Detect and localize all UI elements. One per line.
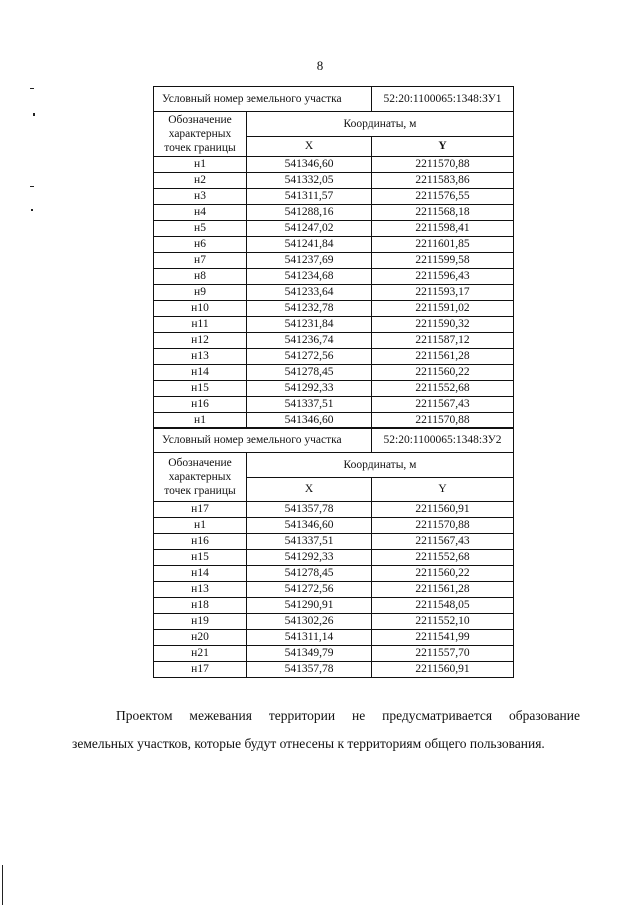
y-cell: 2211560,91 xyxy=(372,502,514,518)
table-body xyxy=(154,157,514,429)
table-row xyxy=(154,349,514,365)
point-cell: н15 xyxy=(154,381,247,397)
coordinates-table-zu2 xyxy=(153,427,514,678)
point-cell: н12 xyxy=(154,333,247,349)
header-row xyxy=(154,453,514,478)
header-x: X xyxy=(247,137,372,157)
x-cell: 541346,60 xyxy=(247,518,372,534)
point-cell: н3 xyxy=(154,189,247,205)
x-cell: 541292,33 xyxy=(247,381,372,397)
y-cell: 2211560,22 xyxy=(372,566,514,582)
x-cell: 541292,33 xyxy=(247,550,372,566)
header-point: Обозначение характерных точек границы xyxy=(154,112,247,157)
y-cell: 2211590,32 xyxy=(372,317,514,333)
point-cell: н11 xyxy=(154,317,247,333)
table-body xyxy=(154,502,514,678)
x-cell: 541290,91 xyxy=(247,598,372,614)
page-number: 8 xyxy=(316,58,324,73)
x-cell: 541234,68 xyxy=(247,269,372,285)
x-cell: 541233,64 xyxy=(247,285,372,301)
y-cell: 2211552,68 xyxy=(372,550,514,566)
table-row xyxy=(154,269,514,285)
parcel-title-row xyxy=(154,87,514,112)
scan-mark xyxy=(30,88,34,89)
y-cell: 2211599,58 xyxy=(372,253,514,269)
table-row xyxy=(154,397,514,413)
point-cell: н18 xyxy=(154,598,247,614)
header-x: X xyxy=(247,478,372,502)
point-cell: н21 xyxy=(154,646,247,662)
point-cell: н13 xyxy=(154,349,247,365)
table-row xyxy=(154,502,514,518)
table-row xyxy=(154,317,514,333)
table-row xyxy=(154,381,514,397)
y-cell: 2211570,88 xyxy=(372,157,514,173)
x-cell: 541236,74 xyxy=(247,333,372,349)
table-row xyxy=(154,173,514,189)
y-cell: 2211561,28 xyxy=(372,582,514,598)
paragraph-line-1: Проектом межевания территории не предусматривается образование xyxy=(116,708,580,723)
y-cell: 2211593,17 xyxy=(372,285,514,301)
x-cell: 541272,56 xyxy=(247,349,372,365)
x-cell: 541231,84 xyxy=(247,317,372,333)
x-cell: 541311,14 xyxy=(247,630,372,646)
table-row xyxy=(154,662,514,678)
table-row xyxy=(154,630,514,646)
x-cell: 541232,78 xyxy=(247,301,372,317)
point-cell: н5 xyxy=(154,221,247,237)
point-cell: н1 xyxy=(154,157,247,173)
x-cell: 541346,60 xyxy=(247,413,372,429)
point-cell: н4 xyxy=(154,205,247,221)
y-cell: 2211587,12 xyxy=(372,333,514,349)
parcel-id: 52:20:1100065:1348:ЗУ1 xyxy=(372,87,514,112)
y-cell: 2211561,28 xyxy=(372,349,514,365)
y-cell: 2211567,43 xyxy=(372,534,514,550)
table-row xyxy=(154,301,514,317)
x-cell: 541357,78 xyxy=(247,662,372,678)
point-cell: н17 xyxy=(154,662,247,678)
scan-mark xyxy=(31,209,33,211)
y-cell: 2211552,10 xyxy=(372,614,514,630)
table-row xyxy=(154,333,514,349)
x-cell: 541357,78 xyxy=(247,502,372,518)
coordinates-table-zu1 xyxy=(153,86,514,429)
table-row xyxy=(154,253,514,269)
table-row xyxy=(154,534,514,550)
header-row xyxy=(154,112,514,137)
x-cell: 541272,56 xyxy=(247,582,372,598)
point-cell: н16 xyxy=(154,534,247,550)
point-cell: н6 xyxy=(154,237,247,253)
y-cell: 2211576,55 xyxy=(372,189,514,205)
point-cell: н15 xyxy=(154,550,247,566)
x-cell: 541278,45 xyxy=(247,365,372,381)
point-cell: н14 xyxy=(154,566,247,582)
point-cell: н16 xyxy=(154,397,247,413)
table-row xyxy=(154,189,514,205)
x-cell: 541247,02 xyxy=(247,221,372,237)
y-cell: 2211552,68 xyxy=(372,381,514,397)
conclusion-paragraph xyxy=(72,702,580,758)
x-cell: 541337,51 xyxy=(247,397,372,413)
y-cell: 2211570,88 xyxy=(372,413,514,429)
point-cell: н19 xyxy=(154,614,247,630)
y-cell: 2211570,88 xyxy=(372,518,514,534)
y-cell: 2211567,43 xyxy=(372,397,514,413)
scan-edge xyxy=(2,865,3,905)
table-row xyxy=(154,646,514,662)
y-cell: 2211541,99 xyxy=(372,630,514,646)
point-cell: н10 xyxy=(154,301,247,317)
x-cell: 541332,05 xyxy=(247,173,372,189)
x-cell: 541241,84 xyxy=(247,237,372,253)
parcel-label: Условный номер земельного участка xyxy=(154,428,372,453)
y-cell: 2211598,41 xyxy=(372,221,514,237)
table-row xyxy=(154,598,514,614)
y-cell: 2211568,18 xyxy=(372,205,514,221)
header-coords: Координаты, м xyxy=(247,453,514,478)
point-cell: н1 xyxy=(154,518,247,534)
y-cell: 2211548,05 xyxy=(372,598,514,614)
y-cell: 2211557,70 xyxy=(372,646,514,662)
point-cell: н8 xyxy=(154,269,247,285)
header-point: Обозначение характерных точек границы xyxy=(154,453,247,502)
x-cell: 541337,51 xyxy=(247,534,372,550)
table-row xyxy=(154,205,514,221)
point-cell: н1 xyxy=(154,413,247,429)
scan-mark xyxy=(33,113,35,116)
parcel-title-row xyxy=(154,428,514,453)
point-cell: н7 xyxy=(154,253,247,269)
x-cell: 541237,69 xyxy=(247,253,372,269)
table-row xyxy=(154,566,514,582)
x-cell: 541288,16 xyxy=(247,205,372,221)
y-cell: 2211601,85 xyxy=(372,237,514,253)
point-cell: н9 xyxy=(154,285,247,301)
x-cell: 541346,60 xyxy=(247,157,372,173)
scan-mark xyxy=(30,186,34,187)
table-row xyxy=(154,157,514,173)
table-row xyxy=(154,518,514,534)
y-cell: 2211596,43 xyxy=(372,269,514,285)
table-row xyxy=(154,550,514,566)
header-y: Y xyxy=(372,137,514,157)
x-cell: 541349,79 xyxy=(247,646,372,662)
table-row xyxy=(154,237,514,253)
x-cell: 541278,45 xyxy=(247,566,372,582)
table-row xyxy=(154,582,514,598)
parcel-id: 52:20:1100065:1348:ЗУ2 xyxy=(372,428,514,453)
y-cell: 2211560,91 xyxy=(372,662,514,678)
paragraph-line-2: земельных участков, которые будут отнесены к территориям общего пользования. xyxy=(72,736,545,751)
header-coords: Координаты, м xyxy=(247,112,514,137)
point-cell: н14 xyxy=(154,365,247,381)
x-cell: 541302,26 xyxy=(247,614,372,630)
x-cell: 541311,57 xyxy=(247,189,372,205)
table-row xyxy=(154,365,514,381)
y-cell: 2211560,22 xyxy=(372,365,514,381)
table-row xyxy=(154,221,514,237)
point-cell: н13 xyxy=(154,582,247,598)
point-cell: н17 xyxy=(154,502,247,518)
parcel-label: Условный номер земельного участка xyxy=(154,87,372,112)
header-y: Y xyxy=(372,478,514,502)
y-cell: 2211591,02 xyxy=(372,301,514,317)
table-row xyxy=(154,614,514,630)
table-row xyxy=(154,285,514,301)
point-cell: н20 xyxy=(154,630,247,646)
point-cell: н2 xyxy=(154,173,247,189)
y-cell: 2211583,86 xyxy=(372,173,514,189)
